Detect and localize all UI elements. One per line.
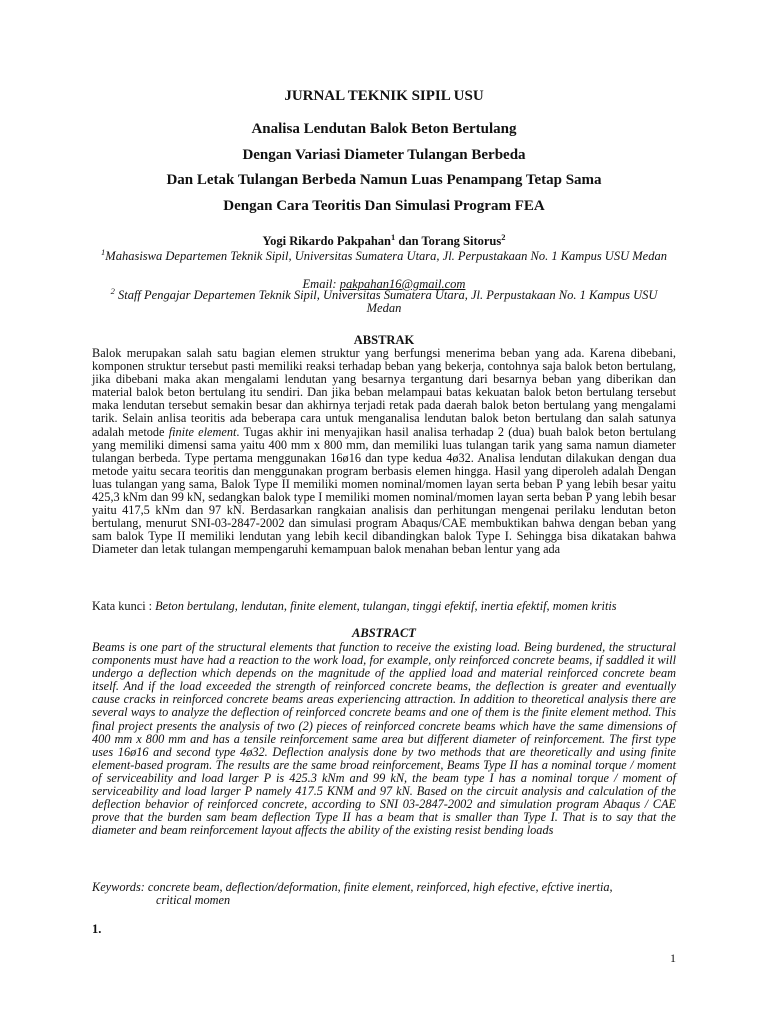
affiliation-2-mark: 2 [110, 285, 115, 296]
author-1-affil-mark: 1 [391, 231, 396, 242]
abstract-body: Beams is one part of the structural elements that function to receive the existing load. Being burdened, the structural components must have had a reaction to the work load, for example, only reinforced concrete beams, if saddled it will undergo a deflection which depends on the magnitude of the applied load and material reinforced concrete beam itself. And if the load exceeded the strength of reinforced concrete beams, the deflection is greater and eventually cause cracks in reinforced concrete beams areas experiencing attraction. In addition to theoretical analysis there are several ways to analyze the deflection of reinforced concrete beams and one of them is the finite element method. This final project presents the analysis of two (2) pieces of reinforced concrete beams which have the same dimensions of 400 mm x 800 mm and has a tensile reinforcement same area but different diameter of reinforcement. The first type uses 16ø16 and second type 4ø32. Deflection analysis done by two methods that are theoretically and using finite element-based program. The results are the same broad reinforcement, Beams Type II has a nominal torque / moment of serviceability and load larger P is 425.3 kNm and 99 kN, the beam type I has a nominal torque / moment of serviceability and load larger P namely 417.5 KNM and 97 kN. Based on the circuit analysis and calculation of the deflection behavior of reinforced concrete, according to SNI 03-2847-2002 and simulation program Abaqus / CAE prove that the burden sam beam deflection Type II has a beam that is smaller than Type I. That is to say that the diameter and beam reinforcement layout affects the ability of the existing resist bending loads [92, 640, 676, 838]
paper-title-line-3: Dan Letak Tulangan Berbeda Namun Luas Penampang Tetap Sama [166, 172, 602, 188]
abstrak-italic-term: finite element [168, 424, 237, 439]
affiliation-1-mark: 1 [101, 246, 106, 257]
page-number: 1 [670, 951, 676, 965]
keywords-label: Keywords: [92, 880, 148, 894]
email-link[interactable]: pakpahan16@gmail.com [339, 277, 466, 291]
affiliation-2 [92, 285, 676, 315]
abstrak-text-1: Balok merupakan salah satu bagian elemen struktur yang berfungsi menerima beban yang ada. Karena dibebani, komponen struktur tersebut pasti memiliki reaksi terhadap beban yang bekerja, contohnya saja balok beton bertulang, jika dibebani maka akan mengalami lendutan yang besarnya tergantung dari besarnya beban yang diberikan dan material balok beton bertulang itu sendiri. Dan jika beban melampaui batas kekuatan balok beton bertulang tersebut maka lendutan tersebut semakin besar dan akhirnya terjadi retak pada daerah balok beton bertulang yang mengalami tarik. Selain anlisa teoritis ada beberapa cara untuk menganalisa lendutan balok beton bertulang dan salah satunya adalah metode [92, 346, 676, 439]
author-2: Torang Sitorus [421, 234, 502, 248]
paper-title-line-2: Dengan Variasi Diameter Tulangan Berbeda [242, 147, 526, 163]
author-2-affil-mark: 2 [501, 231, 506, 242]
kata-kunci [92, 600, 676, 613]
kata-kunci-terms: Beton bertulang, lendutan, finite element, tulangan, tinggi efektif, inertia efektif, momen kritis [155, 599, 617, 613]
author-list [0, 231, 768, 249]
paper-title-line-1: Analisa Lendutan Balok Beton Bertulang [251, 121, 517, 137]
abstrak-heading: ABSTRAK [353, 333, 415, 347]
journal-name: JURNAL TEKNIK SIPIL USU [284, 88, 484, 104]
keywords-line-1: concrete beam, deflection/deformation, finite element, reinforced, high efective, efctive inertia, [147, 880, 613, 894]
abstrak-body [92, 347, 676, 557]
keywords-line-2: critical momen [156, 893, 231, 908]
email-label: Email: [302, 277, 340, 291]
abstract-heading: ABSTRACT [352, 626, 416, 640]
abstrak-text-2: . Tugas akhir ini menyajikan hasil analisa terhadap 2 (dua) buah balok beton bertulang yang memiliki dimensi sama yaitu 400 mm x 800 mm, dan memiliki luas tulangan tarik yang sama namun diameter tulangan berbeda. Type pertama menggunakan 16ø16 dan type kedua 4ø32. Analisa lendutan dilakukan dengan dua metode yaitu secara teoritis dan menggunakan program berbasis elemen hingga. Hasil yang diperoleh adalah Dengan luas tulangan yang sama, Balok Type II memiliki momen nominal/momen layan serta beban P yang lebih besar yaitu 425,3 kNm dan 99 kN, sedangkan balok type I memiliki momen nominal/momen layan serta beban P yang lebih besar yaitu 417,5 kNm dan 97 kN. Berdasarkan rangkaian analisis dan perhitungan mengenai perilaku lendutan beton bertulang, menurut SNI-03-2847-2002 dan simulasi program Abaqus/CAE membuktikan bahwa dengan beban yang sam balok Type II memiliki lendutan yang lebih kecil dibandingkan balok Type I. Sehingga bisa dikatakan bahwa Diameter dan letak tulangan mempengaruhi kemampuan balok menahan beban lentur yang ada [92, 424, 676, 557]
section-number: 1. [92, 922, 102, 936]
kata-kunci-label: Kata kunci : [92, 599, 156, 613]
keywords [92, 881, 676, 907]
affiliation-2-text: Staff Pengajar Departemen Teknik Sipil, Universitas Sumatera Utara, Jl. Perpustakaan No. 1 Kampus USU Medan [114, 288, 658, 315]
author-conjunction: dan [395, 234, 422, 248]
affiliation-1-text: Mahasiswa Departemen Teknik Sipil, Universitas Sumatera Utara, Jl. Perpustakaan No. 1 Kampus USU Medan [105, 249, 667, 263]
author-1: Yogi Rikardo Pakpahan [262, 234, 392, 248]
affiliation-1 [92, 246, 676, 263]
paper-title-line-4: Dengan Cara Teoritis Dan Simulasi Program FEA [223, 198, 545, 214]
